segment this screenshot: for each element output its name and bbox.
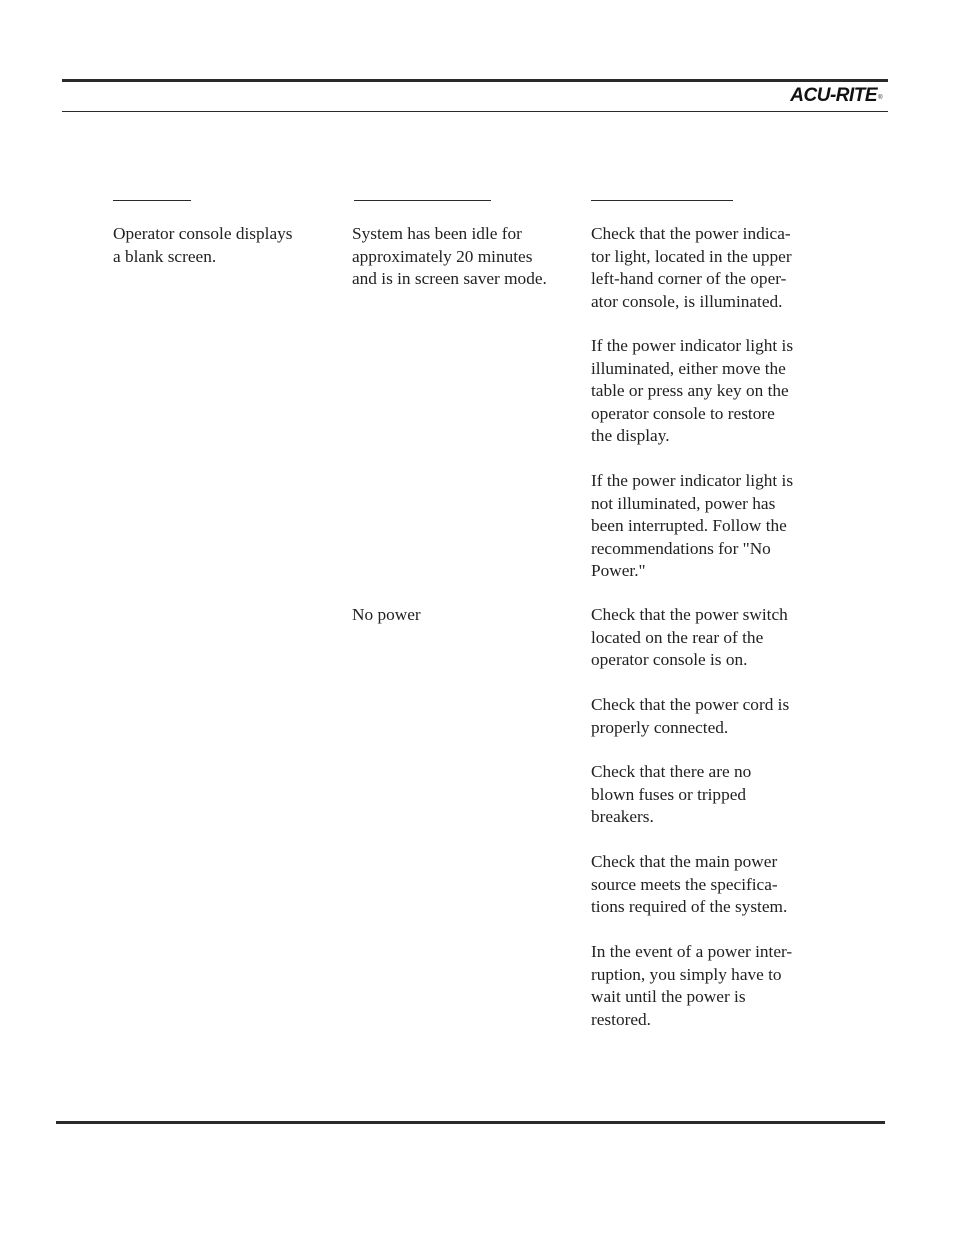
column-header-rule-solution bbox=[591, 200, 733, 201]
text-line: tor light, located in the upper bbox=[591, 246, 792, 266]
text-line: Check that the power cord is bbox=[591, 695, 790, 714]
registered-mark: ® bbox=[878, 95, 882, 101]
row-1-problem bbox=[113, 223, 293, 268]
text-line: Check that there are no bbox=[591, 762, 752, 781]
text-line: In the event of a power inter- bbox=[591, 942, 793, 961]
column-header-rule-cause bbox=[354, 200, 491, 201]
row-2-cause bbox=[352, 604, 421, 627]
text-line: illuminated, either move the bbox=[591, 358, 786, 378]
text-line: If the power indicator light is bbox=[591, 336, 794, 355]
text-line: the display. bbox=[591, 426, 670, 445]
text-line: blown fuses or tripped bbox=[591, 784, 747, 804]
text-line: If the power indicator light is bbox=[591, 471, 794, 490]
header-rule-thick bbox=[62, 79, 888, 82]
text-line: Check that the power indica- bbox=[591, 224, 791, 243]
text-line: source meets the specifica- bbox=[591, 874, 778, 894]
text-line: System has been idle for bbox=[352, 224, 522, 243]
text-line: Check that the power switch bbox=[591, 605, 788, 624]
column-header-rule-problem bbox=[113, 200, 191, 201]
text-line: breakers. bbox=[591, 807, 654, 826]
text-line: table or press any key on the bbox=[591, 381, 789, 400]
text-line: Operator console displays bbox=[113, 224, 293, 243]
text-line: left-hand corner of the oper- bbox=[591, 269, 787, 288]
text-line: ruption, you simply have to bbox=[591, 964, 782, 984]
brand-logo bbox=[790, 86, 882, 106]
row-2-solution-1 bbox=[591, 604, 788, 672]
row-2-solution-3 bbox=[591, 761, 751, 829]
row-1-cause bbox=[352, 223, 547, 291]
row-1-solution-3 bbox=[591, 470, 793, 583]
text-line: ator console, is illuminated. bbox=[591, 291, 783, 311]
logo-text: ACU-RITE bbox=[790, 85, 878, 106]
text-line: not illuminated, power has bbox=[591, 493, 776, 513]
row-1-solution-1 bbox=[591, 223, 792, 313]
text-line: operator console to restore bbox=[591, 403, 775, 423]
text-line: approximately 20 minutes bbox=[352, 246, 533, 266]
row-1-solution-2 bbox=[591, 335, 793, 448]
text-line: a blank screen. bbox=[113, 246, 217, 266]
text-line: restored. bbox=[591, 1009, 651, 1029]
header-rule-thin bbox=[62, 111, 888, 112]
footer-rule bbox=[56, 1121, 885, 1124]
text-line: wait until the power is bbox=[591, 987, 746, 1006]
text-line: properly connected. bbox=[591, 717, 729, 737]
text-line: located on the rear of the bbox=[591, 627, 764, 647]
text-line: tions required of the system. bbox=[591, 897, 788, 916]
text-line: No power bbox=[352, 605, 421, 624]
text-line: been interrupted. Follow the bbox=[591, 516, 787, 535]
text-line: recommendations for "No bbox=[591, 538, 771, 558]
text-line: operator console is on. bbox=[591, 650, 748, 669]
row-2-solution-5 bbox=[591, 941, 792, 1031]
row-2-solution-4 bbox=[591, 851, 787, 919]
text-line: and is in screen saver mode. bbox=[352, 269, 547, 288]
text-line: Power." bbox=[591, 561, 646, 580]
text-line: Check that the main power bbox=[591, 852, 778, 871]
row-2-solution-2 bbox=[591, 694, 789, 739]
